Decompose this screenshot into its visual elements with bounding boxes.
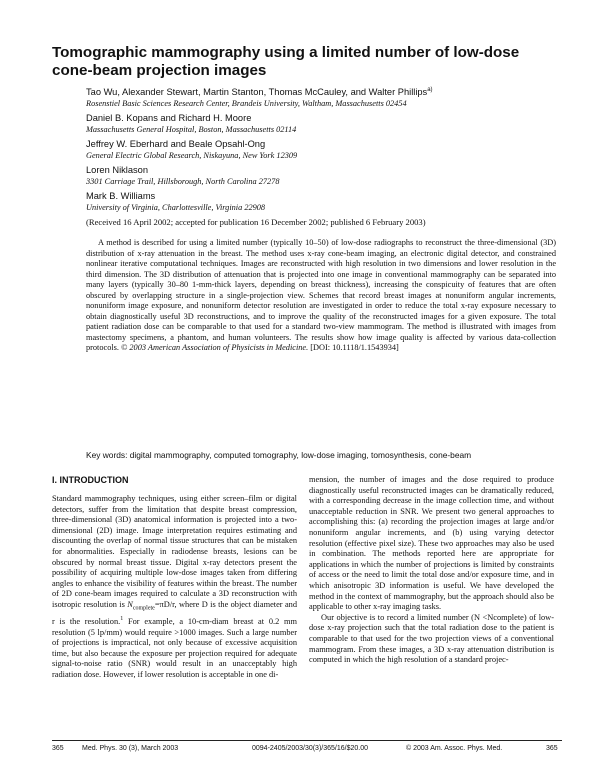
left-column xyxy=(52,475,297,681)
author-names: Daniel B. Kopans and Richard H. Moore xyxy=(86,113,252,124)
author-names: Jeffrey W. Eberhard and Beale Opsahl-Ong xyxy=(86,139,266,150)
footer-page-number-left: 365 xyxy=(52,745,64,752)
author-group xyxy=(86,113,556,135)
formula-variable: N xyxy=(127,599,133,609)
author-group xyxy=(86,85,556,109)
author-names: Mark B. Williams xyxy=(86,191,156,202)
footer-page-number-right: 365 xyxy=(546,745,558,752)
author-names: Loren Niklason xyxy=(86,165,149,176)
keywords: Key words: digital mammography, computed tomography, low-dose imaging, tomosynthesis, cone-beam xyxy=(86,450,472,460)
author-list xyxy=(86,85,556,217)
author-affiliation: General Electric Global Research, Niskayuna, New York 12309 xyxy=(86,150,298,160)
author-group xyxy=(86,191,556,213)
abstract xyxy=(86,238,556,354)
paper-title: Tomographic mammography using a limited number of low-dose cone-beam projection images xyxy=(52,44,520,79)
author-group xyxy=(86,139,556,161)
footer-journal: Med. Phys. 30 (3), March 2003 xyxy=(82,745,179,752)
objective-paragraph: Our objective is to record a limited number (N <Ncomplete) of low-dose x-ray projection such that the total radiation dose to the patient is comparable to that used for the two projection views of a conventional mammogram. From these images, a 3D x-ray attenuation distribution is computed in which the high resolution of a standard projec- xyxy=(309,612,554,665)
author-names: Tao Wu, Alexander Stewart, Martin Stanton, Thomas McCauley, and Walter Phillips xyxy=(86,87,428,98)
doi: [DOI: 10.1118/1.1543934] xyxy=(310,343,399,353)
footer-copyright: © 2003 Am. Assoc. Phys. Med. xyxy=(406,745,503,752)
right-column xyxy=(309,475,554,666)
footer-issn: 0094-2405/2003/30(3)/365/16/$20.00 xyxy=(252,745,368,752)
author-affiliation: Massachusetts General Hospital, Boston, Massachusetts 02114 xyxy=(86,124,297,134)
intro-paragraph-continued: mension, the number of images and the dose required to produce diagnostically useful reconstructed images can be dramatically reduced, with a corresponding decrease in the image collection time, and without unacceptable reduction in SNR. We present two general approaches to accomplishing this: (a) recording the projection images at large and/or nonuniform angular increments, and (b) using varying detector resolution (effective pixel size). These two approaches may also be used in combination. The methods reported here are appropriate for applications in which the number of projections is limited by constraints of access or the need to limit the total dose and/or exposure time, and in which anisotropic 3D information is useful. We have developed the method in the context of mammography, but the approach should also be applicable to other x-ray imaging tasks. xyxy=(309,475,554,612)
author-affiliation: 3301 Carriage Trail, Hillsborough, North Carolina 27278 xyxy=(86,176,280,186)
section-heading: I. INTRODUCTION xyxy=(52,475,129,485)
author-affiliation: Rosenstiel Basic Sciences Research Center, Brandeis University, Waltham, Massachusetts 02454 xyxy=(86,98,407,108)
footer-divider xyxy=(52,740,562,741)
reference-marker: 1 xyxy=(120,616,124,623)
author-footnote-marker: a) xyxy=(427,87,433,93)
abstract-text: A method is described for using a limited number (typically 10–50) of low-dose radiographs to reconstruct the three-dimensional (3D) distribution of x-ray attenuation in the breast. The method uses x-ray cone-beam imaging, an electronic digital detector, and constrained nonlinear iterative computational techniques. Images are reconstructed with high resolution in two dimensions and lower resolution in the third dimension. The 3D distribution of attenuation that is projected into one image in conventional mammography can be separated into many layers (typically 30–80 1-mm-thick layers, depending on breast thickness), increasing the conspicuity of features that are often obscured by overlapping structure in a single-projection view. Schemes that record breast images at nonuniform angular increments, nonuniform image exposure, and nonuniform detector resolution are investigated in order to reduce the total x-ray exposure necessary to obtain diagnostically useful 3D reconstructions, and to improve the quality of the reconstructed images for a given exposure. The total patient radiation dose can be comparable to that used for a standard two-view mammogram. The method is illustrated with images from mastectomy specimens, a phantom, and human volunteers. The results show how image quality is affected by various data-collection protocols. xyxy=(86,238,556,353)
formula-subscript: complete xyxy=(132,605,155,612)
author-affiliation: University of Virginia, Charlottesville, Virginia 22908 xyxy=(86,202,266,212)
author-group xyxy=(86,165,556,187)
intro-paragraph: Standard mammography techniques, using either screen–film or digital detectors, suffer from the limitation that despite breast compression, three-dimensional (3D) anatomical information is projected into a two-dimensional (2D) image. Image interpretation requires estimating and discounting the overlap of normal tissue structures that can be mistaken for abnormalities. Especially in radiodense breasts, lesions can be obscured by normal breast tissue. Digital x-ray detectors present the possibility of acquiring multiple low-dose images taken from differing angles to enhance the visibility of features within the breast. The number of 2D cone-beam images required to calculate a 3D reconstruction with isotropic resolution is $N_{complete}=\pi D/r$, where D is the object diameter and r is the resolution.$^1$ For example, a 10-cm-diam breast at 0.2 mm resolution (5 lp/mm) would require >1000 images. Such a large number of projections is impractical, not only because of excessive acquisition time, but also because the exposure per projection required for adequate signal-to-noise ratio (SNR) would result in an unacceptably high radiation dose. However, if lower resolution is acceptable in one di- xyxy=(52,494,297,679)
page-footer xyxy=(52,743,562,755)
formula-rest: =πD/r xyxy=(154,599,175,609)
abstract-copyright: © 2003 American Association of Physicists in Medicine. xyxy=(121,343,309,353)
received-dates: (Received 16 April 2002; accepted for publication 16 December 2002; published 6 February 2003) xyxy=(86,217,426,227)
